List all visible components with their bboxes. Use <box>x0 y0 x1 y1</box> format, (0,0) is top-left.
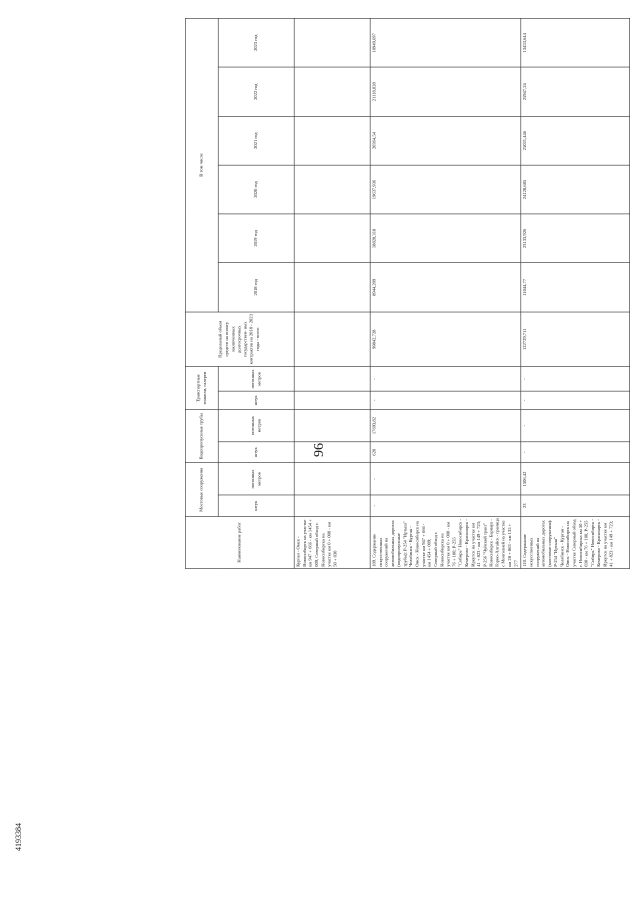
document-id: 4193384 <box>14 823 23 851</box>
cell-bridges-pcs: 23 <box>521 495 630 516</box>
table-row <box>370 18 521 568</box>
cell-y2018 <box>294 263 370 312</box>
cell-tunnels-m: - <box>370 367 521 391</box>
cell-tunnels-pcs <box>294 391 370 409</box>
cell-y2022: 25947,24 <box>521 67 630 116</box>
cell-y2021: 25021,446 <box>521 116 630 165</box>
header-pipes-m: погонных метров <box>218 410 294 442</box>
header-year-2021: 2021 год <box>218 116 294 165</box>
cell-tunnels-pcs: - <box>521 391 630 409</box>
cell-pipes-pcs: - <box>521 442 630 463</box>
cell-y2021: 20364,54 <box>370 116 521 165</box>
header-year-2023: 2023 год <box>218 18 294 67</box>
row-number: 109. <box>371 558 377 567</box>
row-number: 110. <box>522 559 528 567</box>
header-pipes: Водопропускные трубы <box>185 410 218 463</box>
cell-y2019: 18828,318 <box>370 214 521 263</box>
table-header <box>185 18 294 568</box>
header-bridges-pcs: штук <box>218 495 294 516</box>
cell-y2019: 23133,926 <box>521 214 630 263</box>
cell-total: 99842,728 <box>370 312 521 367</box>
cell-total <box>294 312 370 367</box>
header-year-2022: 2022 год <box>218 67 294 116</box>
cell-y2020: 19637,936 <box>370 165 521 214</box>
cell-tunnels-pcs: - <box>370 391 521 409</box>
cell-y2023 <box>294 18 370 67</box>
page-number: 96 <box>312 443 327 457</box>
row-work-name <box>370 516 521 568</box>
cell-bridges-pcs <box>294 495 370 516</box>
header-year-2020: 2020 год <box>218 165 294 214</box>
cell-y2020 <box>294 165 370 214</box>
row-work-name <box>521 516 630 568</box>
row-name-text: Содержание искусственных сооружений на автомобильных дорогах (водопропускные трубы): Р-254 "Иртыш" Челябинск - Курган - Омск - Новосибирск на участке км 947 + 666 - км 1454 + 009; Северный обход г. Новосибирска на участке км 0 + 000 - км 76 + 100; Р-255 "Сибирь" Новосибирск - Кемерово - Красноярск - Иркутск на участке км 41 + 823 - км 149 + 723; Р-256 "Чуйский тракт" Новосибирск - Барнаул - Горно-Алтайск - граница с Монголией на участке км 28 + 863 - км 135 + 277 <box>371 518 519 567</box>
header-name: Наименование работ <box>185 516 294 568</box>
cell-bridges-m: 1506,42 <box>521 463 630 495</box>
header-tunnels-pcs: штук <box>218 391 294 409</box>
header-pipes-pcs: штук <box>218 442 294 463</box>
cell-pipes-pcs: 620 <box>370 442 521 463</box>
cell-tunnels-m: - <box>521 367 630 391</box>
header-tunnels: Транспортные тоннели, галереи <box>185 367 218 410</box>
cell-y2023: 10949,697 <box>370 18 521 67</box>
cell-y2018: 11044,77 <box>521 263 630 312</box>
header-bridges: Мостовые сооружения <box>185 463 218 516</box>
cell-tunnels-m <box>294 367 370 391</box>
cell-pipes-m: - <box>521 410 630 442</box>
cell-y2020: 24128,685 <box>521 165 630 214</box>
cell-bridges-m <box>294 463 370 495</box>
header-limit-total: Предельный объем средств на оплату заключенных долгосрочных государствен- ных контрактов на 2018 - 2023 годы - всего <box>185 312 294 367</box>
cell-total: 122729,711 <box>521 312 630 367</box>
cell-y2022 <box>294 67 370 116</box>
cell-y2018: 8944,209 <box>370 263 521 312</box>
works-table <box>185 18 630 569</box>
cell-y2021 <box>294 116 370 165</box>
header-year-2018: 2018 год <box>218 263 294 312</box>
row-name-text: Содержание искусственных сооружений на автомобильных дорогах (мостовые сооружения): Р-254 "Иртыш" Челябинск - Курган - Омск - Новосибирск на участке Северный обход г. Новосибирска км 50 + 030 - км 76 + 100, Р-255 "Сибирь" Новосибирск - Кемерово - Красноярск - Иркутск на участке км 41 + 823 - км 149 + 723; <box>522 518 614 567</box>
row-name-text: Курган - Омск - Новосибирск на участке км 947 + 666 - км 1454 + 009, Северный обход г. Новосибирска на участке км 0 + 000 - км 50 + 030 <box>295 519 338 567</box>
table-body <box>294 18 630 568</box>
rotated-table-container <box>185 18 630 569</box>
header-year-2019: 2019 год <box>218 214 294 263</box>
cell-y2023: 13453,644 <box>521 18 630 67</box>
cell-y2019 <box>294 214 370 263</box>
cell-y2022: 21118,028 <box>370 67 521 116</box>
table-row <box>521 18 630 568</box>
row-work-name <box>294 516 370 568</box>
cell-pipes-m <box>294 410 370 442</box>
header-tunnels-m: погонных метров <box>218 367 294 391</box>
header-bridges-m: погонных метров <box>218 463 294 495</box>
table-row <box>294 18 370 568</box>
header-including: В том числе <box>185 18 218 311</box>
cell-bridges-pcs: - <box>370 495 521 516</box>
cell-bridges-m: - <box>370 463 521 495</box>
cell-pipes-pcs <box>294 442 370 463</box>
cell-pipes-m: 17693,82 <box>370 410 521 442</box>
